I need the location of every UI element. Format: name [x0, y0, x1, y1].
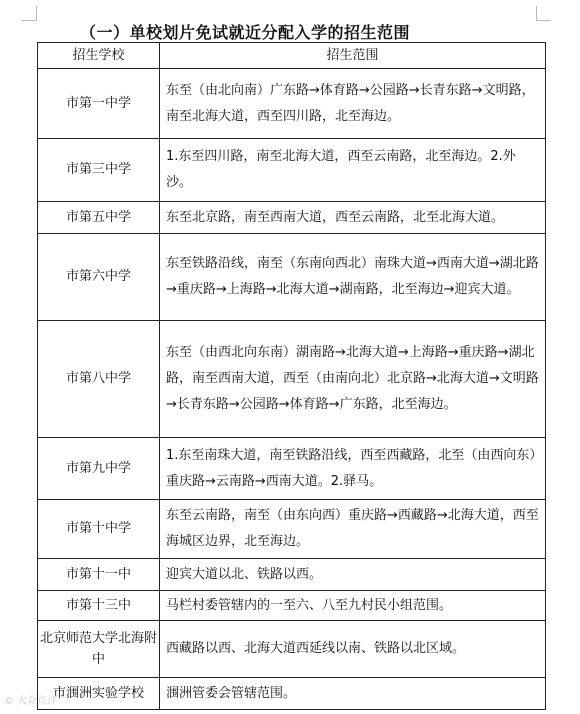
- school-name: 市涠洲实验学校: [38, 678, 160, 710]
- enrollment-table: [37, 42, 546, 710]
- table-row: [38, 234, 546, 321]
- enrollment-scope: 东至（由西北向东南）湖南路→北海大道→上海路→重庆路→湖北路，南至西南大道，西至（由南向北）北京路→北海大道→文明路→长青东路→公园路→体育路→广东路，北至海边。: [160, 321, 546, 438]
- table-row: [38, 321, 546, 438]
- section-title: （一）单校划片免试就近分配入学的招生范围: [80, 23, 411, 42]
- school-name: 市第八中学: [38, 321, 160, 438]
- table-row: [38, 559, 546, 591]
- table-row: [38, 591, 546, 621]
- page-corner-mark-left: [22, 6, 37, 21]
- school-name: 市第一中学: [38, 69, 160, 139]
- table-row: [38, 500, 546, 559]
- header-scope: 招生范围: [160, 43, 546, 69]
- header-school: 招生学校: [38, 43, 160, 69]
- school-name: 北京师范大学北海附中: [38, 621, 160, 678]
- table-row: [38, 438, 546, 500]
- school-name: 市第六中学: [38, 234, 160, 321]
- enrollment-scope: 马栏村委管辖内的一至六、八至九村民小组范围。: [160, 591, 546, 621]
- school-name: 市第十一中: [38, 559, 160, 591]
- table-row: [38, 621, 546, 678]
- table-header-row: [38, 43, 546, 69]
- school-name: 市第十三中: [38, 591, 160, 621]
- enrollment-scope: 涠洲管委会管辖范围。: [160, 678, 546, 710]
- school-name: 市第十中学: [38, 500, 160, 559]
- school-name: 市第三中学: [38, 139, 160, 202]
- table-row: [38, 678, 546, 710]
- enrollment-scope: 1.东至南珠大道，南至铁路沿线，西至西藏路，北至（由西向东）重庆路→云南路→西南大道。2.驿马。: [160, 438, 546, 500]
- page-corner-mark-right: [536, 6, 551, 21]
- enrollment-scope: 东至铁路沿线，南至（东南向西北）南珠大道→西南大道→湖北路→重庆路→上海路→北海大道→湖南路，北至海边→迎宾大道。: [160, 234, 546, 321]
- table-row: [38, 139, 546, 202]
- table-row: [38, 69, 546, 139]
- enrollment-scope: 1.东至四川路，南至北海大道，西至云南路，北至海边。2.外沙。: [160, 139, 546, 202]
- table-row: [38, 202, 546, 234]
- school-name: 市第五中学: [38, 202, 160, 234]
- watermark: © 大众点评: [4, 696, 58, 707]
- enrollment-scope: 东至北京路，南至西南大道，西至云南路，北至北海大道。: [160, 202, 546, 234]
- enrollment-scope: 东至（由北向南）广东路→体育路→公园路→长青东路→文明路，南至北海大道，西至四川路，北至海边。: [160, 69, 546, 139]
- school-name: 市第九中学: [38, 438, 160, 500]
- enrollment-scope: 西藏路以西、北海大道西延线以南、铁路以北区域。: [160, 621, 546, 678]
- enrollment-scope: 东至云南路，南至（由东向西）重庆路→西藏路→北海大道，西至海城区边界，北至海边。: [160, 500, 546, 559]
- enrollment-scope: 迎宾大道以北、铁路以西。: [160, 559, 546, 591]
